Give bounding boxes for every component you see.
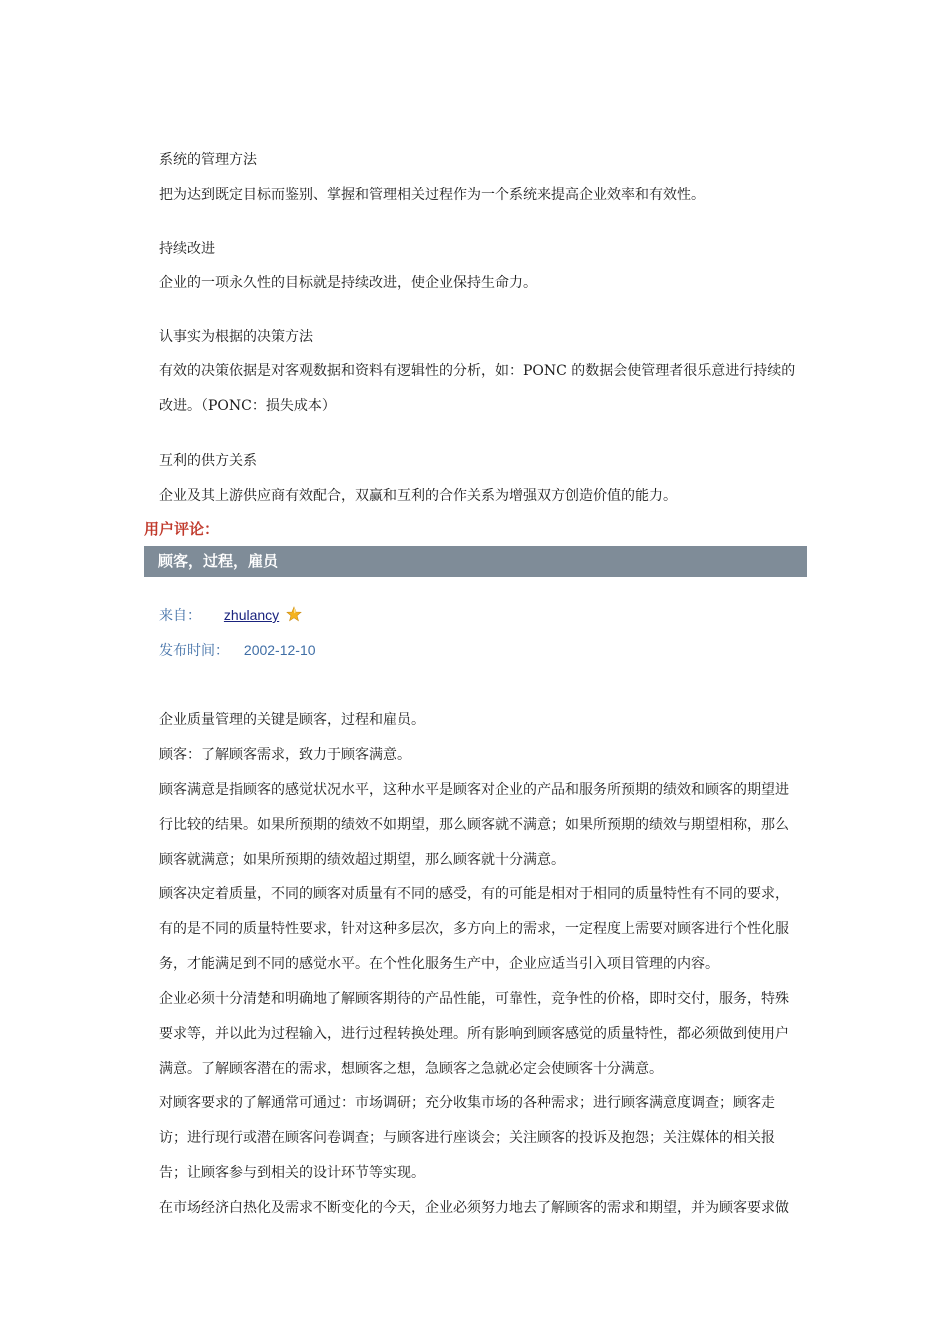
comment-body-line: 务，才能满足到不同的感觉水平。在个性化服务生产中，企业应适当引入项目管理的内容。 [159, 956, 719, 972]
comment-body-line: 顾客满意是指顾客的感觉状况水平，这种水平是顾客对企业的产品和服务所预期的绩效和顾客的期望进 [159, 782, 789, 798]
comments-heading: 用户评论： [144, 520, 220, 538]
comment-body-line: 满意。了解顾客潜在的需求，想顾客之想，急顾客之急就必定会使顾客十分满意。 [159, 1061, 663, 1077]
section-title: 持续改进 [159, 241, 215, 257]
comment-body-line: 对顾客要求的了解通常可通过：市场调研；充分收集市场的各种需求；进行顾客满意度调查；顾客走 [159, 1095, 775, 1111]
section-body: 企业的一项永久性的目标就是持续改进，使企业保持生命力。 [159, 275, 537, 291]
post-date: 2002-12-10 [243, 642, 316, 658]
comment-body-line: 访；进行现行或潜在顾客问卷调查；与顾客进行座谈会；关注顾客的投诉及抱怨；关注媒体的相关报 [159, 1130, 775, 1146]
star-icon [286, 606, 302, 622]
section-body: 把为达到既定目标而鉴别、掌握和管理相关过程作为一个系统来提高企业效率和有效性。 [159, 187, 705, 203]
comment-body-line: 要求等，并以此为过程输入，进行过程转换处理。所有影响到顾客感觉的质量特性，都必须做到使用户 [159, 1026, 789, 1042]
comment-body-line: 顾客决定着质量，不同的顾客对质量有不同的感受，有的可能是相对于相同的质量特性有不同的要求， [159, 886, 789, 902]
author-link[interactable]: zhulancy [223, 607, 280, 623]
section-title: 互利的供方关系 [159, 453, 257, 469]
section-body: 改进。（PONC：损失成本） [159, 398, 336, 414]
from-label: 来自： [159, 608, 201, 624]
comment-body-line: 顾客就满意；如果所预期的绩效超过期望，那么顾客就十分满意。 [159, 852, 565, 868]
comment-topic-title: 顾客，过程，雇员 [158, 552, 279, 570]
comment-body-line: 行比较的结果。如果所预期的绩效不如期望，那么顾客就不满意；如果所预期的绩效与期望相称，那么 [159, 817, 789, 833]
comment-body-line: 企业质量管理的关键是顾客，过程和雇员。 [159, 712, 425, 728]
time-label: 发布时间： [159, 643, 229, 659]
comment-date-row [159, 640, 316, 661]
comment-title-bar [144, 546, 807, 577]
comment-from-row [159, 605, 279, 626]
comment-body-line: 有的是不同的质量特性要求，针对这种多层次，多方向上的需求，一定程度上需要对顾客进行个性化服 [159, 921, 789, 937]
section-body: 企业及其上游供应商有效配合，双赢和互利的合作关系为增强双方创造价值的能力。 [159, 488, 677, 504]
section-title: 系统的管理方法 [159, 152, 257, 168]
comment-body-line: 告；让顾客参与到相关的设计环节等实现。 [159, 1165, 425, 1181]
section-body: 有效的决策依据是对客观数据和资料有逻辑性的分析，如：PONC 的数据会使管理者很乐意进行持续的 [159, 363, 796, 379]
section-title: 认事实为根据的决策方法 [159, 329, 313, 345]
comment-body-line: 在市场经济白热化及需求不断变化的今天，企业必须努力地去了解顾客的需求和期望，并为顾客要求做 [159, 1200, 789, 1216]
comment-body-line: 企业必须十分清楚和明确地了解顾客期待的产品性能，可靠性，竞争性的价格，即时交付，服务，特殊 [159, 991, 789, 1007]
comment-body-line: 顾客：了解顾客需求，致力于顾客满意。 [159, 747, 411, 763]
